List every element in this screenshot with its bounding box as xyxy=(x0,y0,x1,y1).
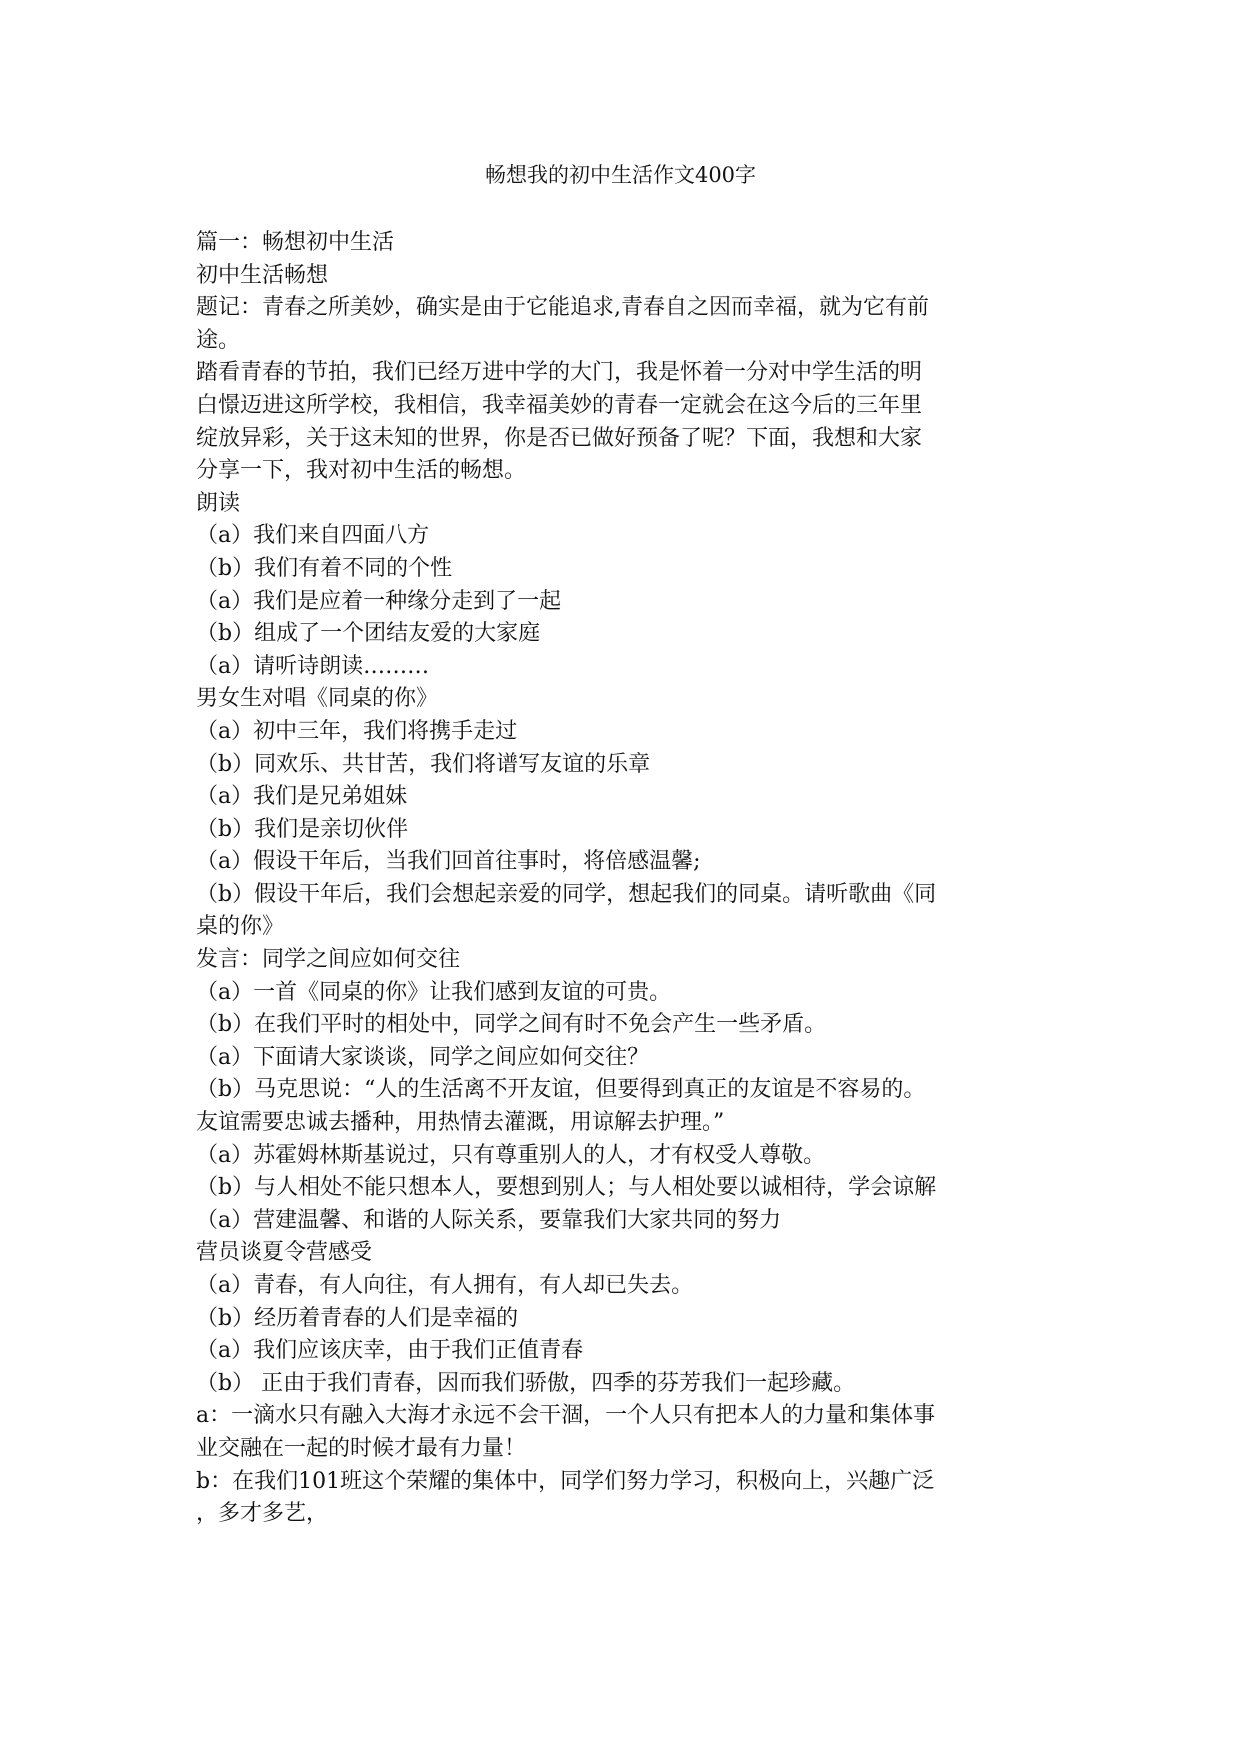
body-line: 友谊需要忠诚去播种，用热情去灌溉，用谅解去护理。” xyxy=(196,1110,725,1136)
body-line: （a）请听诗朗读……… xyxy=(196,653,430,679)
body-line: 男女生对唱《同桌的你》 xyxy=(196,686,439,712)
body-line: （b） 正由于我们青春，因而我们骄傲，四季的芬芳我们一起珍藏。 xyxy=(196,1370,856,1396)
body-line: （a）我们来自四面八方 xyxy=(196,523,430,549)
body-line: b：在我们101班这个荣耀的集体中，同学们努力学习，积极向上，兴趣广泛 xyxy=(196,1468,935,1494)
body-line: （a）营建温馨、和谐的人际关系，要靠我们大家共同的努力 xyxy=(196,1207,782,1233)
body-line: （a）一首《同桌的你》让我们感到友谊的可贵。 xyxy=(196,979,672,1005)
body-line: 踏看青春的节拍，我们已经万进中学的大门，我是怀着一分对中学生活的明 xyxy=(196,360,923,386)
body-line: 朗读 xyxy=(196,490,241,516)
body-line: 发言：同学之间应如何交往 xyxy=(196,947,461,973)
body-line: （b）我们是亲切伙伴 xyxy=(196,816,409,842)
body-line: （a）我们是兄弟姐妹 xyxy=(196,784,408,810)
body-line: 营员谈夏令营感受 xyxy=(196,1240,373,1266)
body-line: （b）假设干年后，我们会想起亲爱的同学，想起我们的同桌。请听歌曲《同 xyxy=(196,881,937,907)
body-line: （b）同欢乐、共甘苦，我们将谱写友谊的乐章 xyxy=(196,751,651,777)
body-line: （a）假设干年后，当我们回首往事时，将倍感温馨; xyxy=(196,849,701,875)
body-line: （b）马克思说：“人的生活离不开友谊，但要得到真正的友谊是不容易的。 xyxy=(196,1077,926,1103)
body-line: （b）组成了一个团结友爱的大家庭 xyxy=(196,621,541,647)
body-line: （a）初中三年，我们将携手走过 xyxy=(196,718,518,744)
body-line: ，多才多艺， xyxy=(196,1501,329,1527)
body-line: 桌的你》 xyxy=(196,914,285,940)
document-title: 畅想我的初中生活作文400字 xyxy=(484,163,757,187)
body-line: 绽放异彩，关于这未知的世界，你是否已做好预备了呢？下面，我想和大家 xyxy=(196,425,923,451)
body-line: 初中生活畅想 xyxy=(196,262,329,288)
body-line: （b）我们有着不同的个性 xyxy=(196,555,453,581)
body-line: 业交融在一起的时候才最有力量！ xyxy=(196,1435,527,1461)
body-line: （a）我们应该庆幸，由于我们正值青春 xyxy=(196,1338,584,1364)
body-line: 题记：青春之所美妙，确实是由于它能追求,青春自之因而幸福，就为它有前 xyxy=(196,295,929,321)
body-line: 分享一下，我对初中生活的畅想。 xyxy=(196,458,527,484)
body-line: （a）苏霍姆林斯基说过，只有尊重别人的人，才有权受人尊敬。 xyxy=(196,1142,826,1168)
body-line: （a）下面请大家谈谈，同学之间应如何交往？ xyxy=(196,1044,650,1070)
body-line: （a）我们是应着一种缘分走到了一起 xyxy=(196,588,562,614)
body-line: a：一滴水只有融入大海才永远不会干涸，一个人只有把本人的力量和集体事 xyxy=(196,1403,936,1429)
body-line: 途。 xyxy=(196,327,241,353)
document-body xyxy=(196,227,1042,1531)
body-line: （b）与人相处不能只想本人，要想到别人；与人相处要以诚相待，学会谅解 xyxy=(196,1175,937,1201)
body-line: 白憬迈进这所学校，我相信，我幸福美妙的青春一定就会在这今后的三年里 xyxy=(196,392,923,418)
body-line: 篇一：畅想初中生活 xyxy=(196,230,395,255)
body-line: （a）青春，有人向往，有人拥有，有人却已失去。 xyxy=(196,1273,694,1298)
body-line: （b）在我们平时的相处中，同学之间有时不免会产生一些矛盾。 xyxy=(196,1012,827,1038)
body-line: （b）经历着青春的人们是幸福的 xyxy=(196,1305,519,1331)
